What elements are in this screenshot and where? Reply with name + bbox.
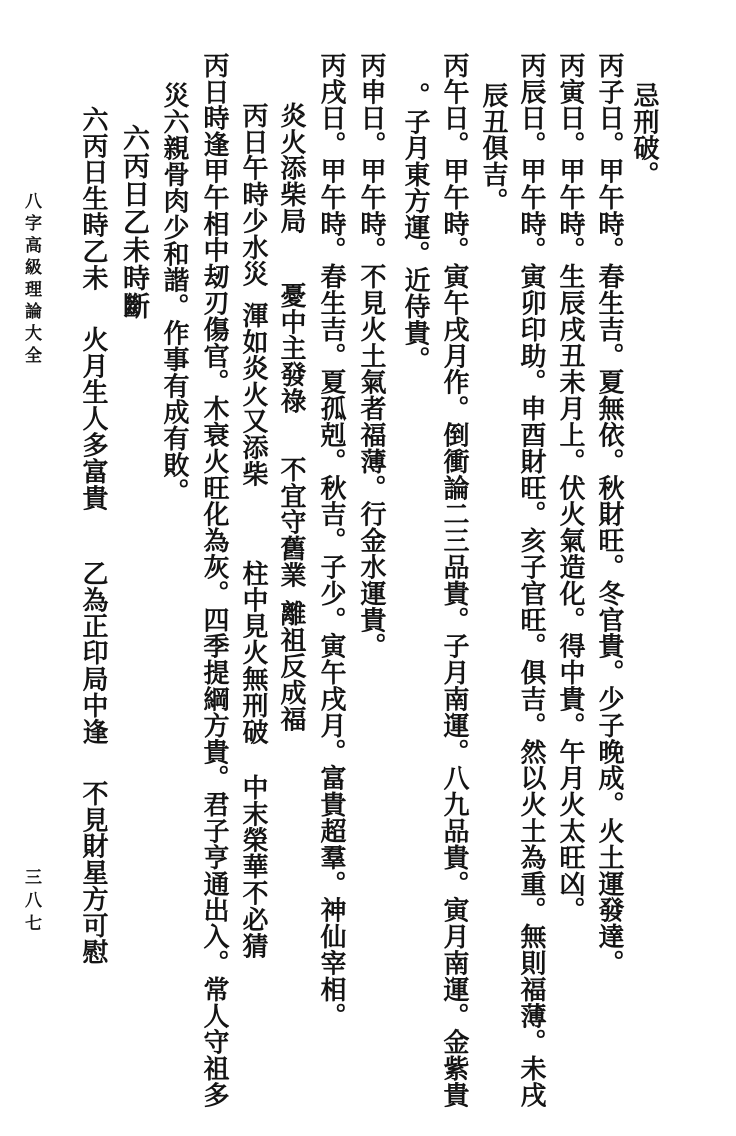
text-column-8: 丙申日。甲午時。不見火土氣者福薄。行金水運貴。 [356, 52, 386, 660]
text-column-2: 丙子日。甲午時。春生吉。夏無依。秋財旺。冬官貴。少子晚成。火土運發達。 [594, 52, 624, 976]
text-column-7: 。子月東方運。近侍貴。 [400, 82, 430, 373]
verse-phrase: 乙為正印局中逢 [78, 560, 108, 745]
text-column-12: 丙日時逢甲午相中刼刃傷官。木衰火旺化為灰。四季提綱方貴。君子亨通出入。常人守祖多 [199, 52, 229, 1108]
text-column-5: 辰丑俱吉。 [478, 82, 508, 214]
running-header-book-title: 八字高級理論大全 [21, 192, 41, 368]
verse-phrase: 憂中主發祿 [276, 282, 306, 414]
text-column-9: 丙戌日。甲午時。春生吉。夏孤剋。秋吉。子少。寅午戌月。富貴超羣。神仙宰相。 [316, 52, 346, 1029]
verse-phrase: 炎火添柴局 [276, 102, 306, 234]
verse-phrase: 不見財星方可慰 [78, 780, 108, 965]
verse-phrase: 柱中見火無刑破 [238, 560, 268, 745]
text-column-4: 丙辰日。甲午時。寅卯印助。申酉財旺。亥子官旺。俱吉。然以火土為重。無則福薄。未戌 [516, 52, 546, 1108]
text-column-1: 忌刑破。 [629, 82, 659, 188]
text-column-13: 災六親骨肉少和諧。作事有成有敗。 [159, 82, 189, 505]
verse-phrase: 中末榮華不必猜 [238, 774, 268, 959]
verse-phrase: 六丙日生時乙未 [78, 106, 108, 291]
section-heading: 六丙日乙未時斷 [118, 124, 149, 320]
verse-phrase: 火月生人多富貴 [78, 326, 108, 511]
verse-phrase: 丙日午時少水災 [238, 102, 268, 287]
verse-phrase: 離祖反成福 [276, 600, 306, 732]
text-column-6: 丙午日。甲午時。寅午戌月作。倒衝論二三品貴。子月南運。八九品貴。寅月南運。金紫貴 [439, 52, 469, 1108]
text-column-3: 丙寅日。甲午時。生辰戌丑未月上。伏火氣造化。得中貴。午月火太旺凶。 [555, 52, 585, 924]
verse-phrase: 不宜守舊業 [276, 456, 306, 588]
page-number: 三八七 [21, 868, 41, 937]
verse-phrase: 渾如炎火又添柴 [238, 302, 268, 487]
